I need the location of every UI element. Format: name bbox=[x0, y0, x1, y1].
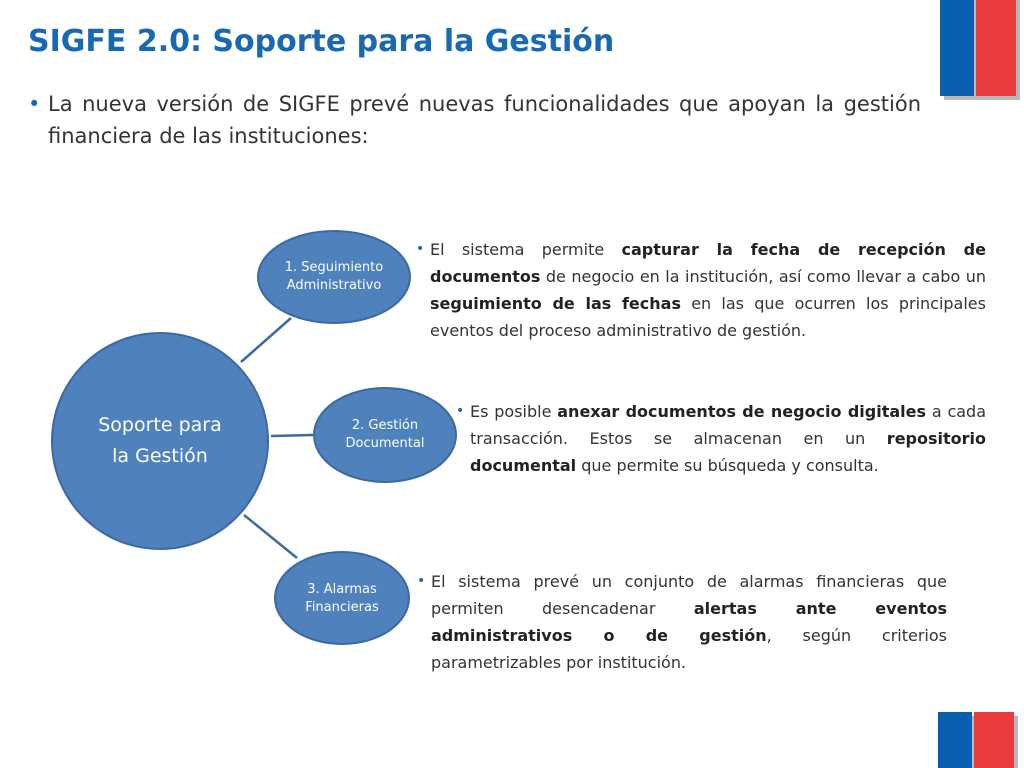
bullet: • bbox=[416, 241, 425, 257]
center-circle-label: Soporte para la Gestión bbox=[98, 414, 222, 467]
node-label-seguimiento: 1. Seguimiento Administrativo bbox=[284, 260, 384, 293]
node-label-gestion: 2. Gestión Documental bbox=[345, 418, 425, 451]
intro-text: La nueva versión de SIGFE prevé nuevas funcionalidades que apoyan la gestión financiera de las instituciones: bbox=[48, 92, 921, 148]
connector-line-3 bbox=[244, 515, 297, 558]
bullet: • bbox=[417, 573, 426, 589]
description-seguimiento bbox=[416, 236, 986, 344]
connector-line-1 bbox=[241, 318, 291, 362]
description-text: Es posible anexar documentos de negocio digitales a cada transacción. Estos se almacenan en un repositorio documental que permite su búsqueda y consulta. bbox=[470, 402, 987, 475]
intro-bullet: • bbox=[28, 92, 41, 116]
bullet: • bbox=[456, 403, 465, 419]
slide-title: SIGFE 2.0: Soporte para la Gestión bbox=[28, 24, 615, 59]
description-gestion bbox=[456, 398, 986, 479]
description-text: El sistema permite capturar la fecha de recepción de documentos de negocio en la institución, así como llevar a cabo un seguimiento de las fechas en las que ocurren los principales eventos del proceso administrativo de gestión. bbox=[430, 240, 986, 340]
description-text: El sistema prevé un conjunto de alarmas financieras que permiten desencadenar alertas ante eventos administrativos o de gestión, según criterios parametrizables por institución. bbox=[431, 572, 947, 672]
node-label-alarmas: 3. Alarmas Financieras bbox=[305, 582, 379, 615]
connector-line-2 bbox=[271, 435, 313, 436]
description-alarmas bbox=[417, 568, 947, 676]
